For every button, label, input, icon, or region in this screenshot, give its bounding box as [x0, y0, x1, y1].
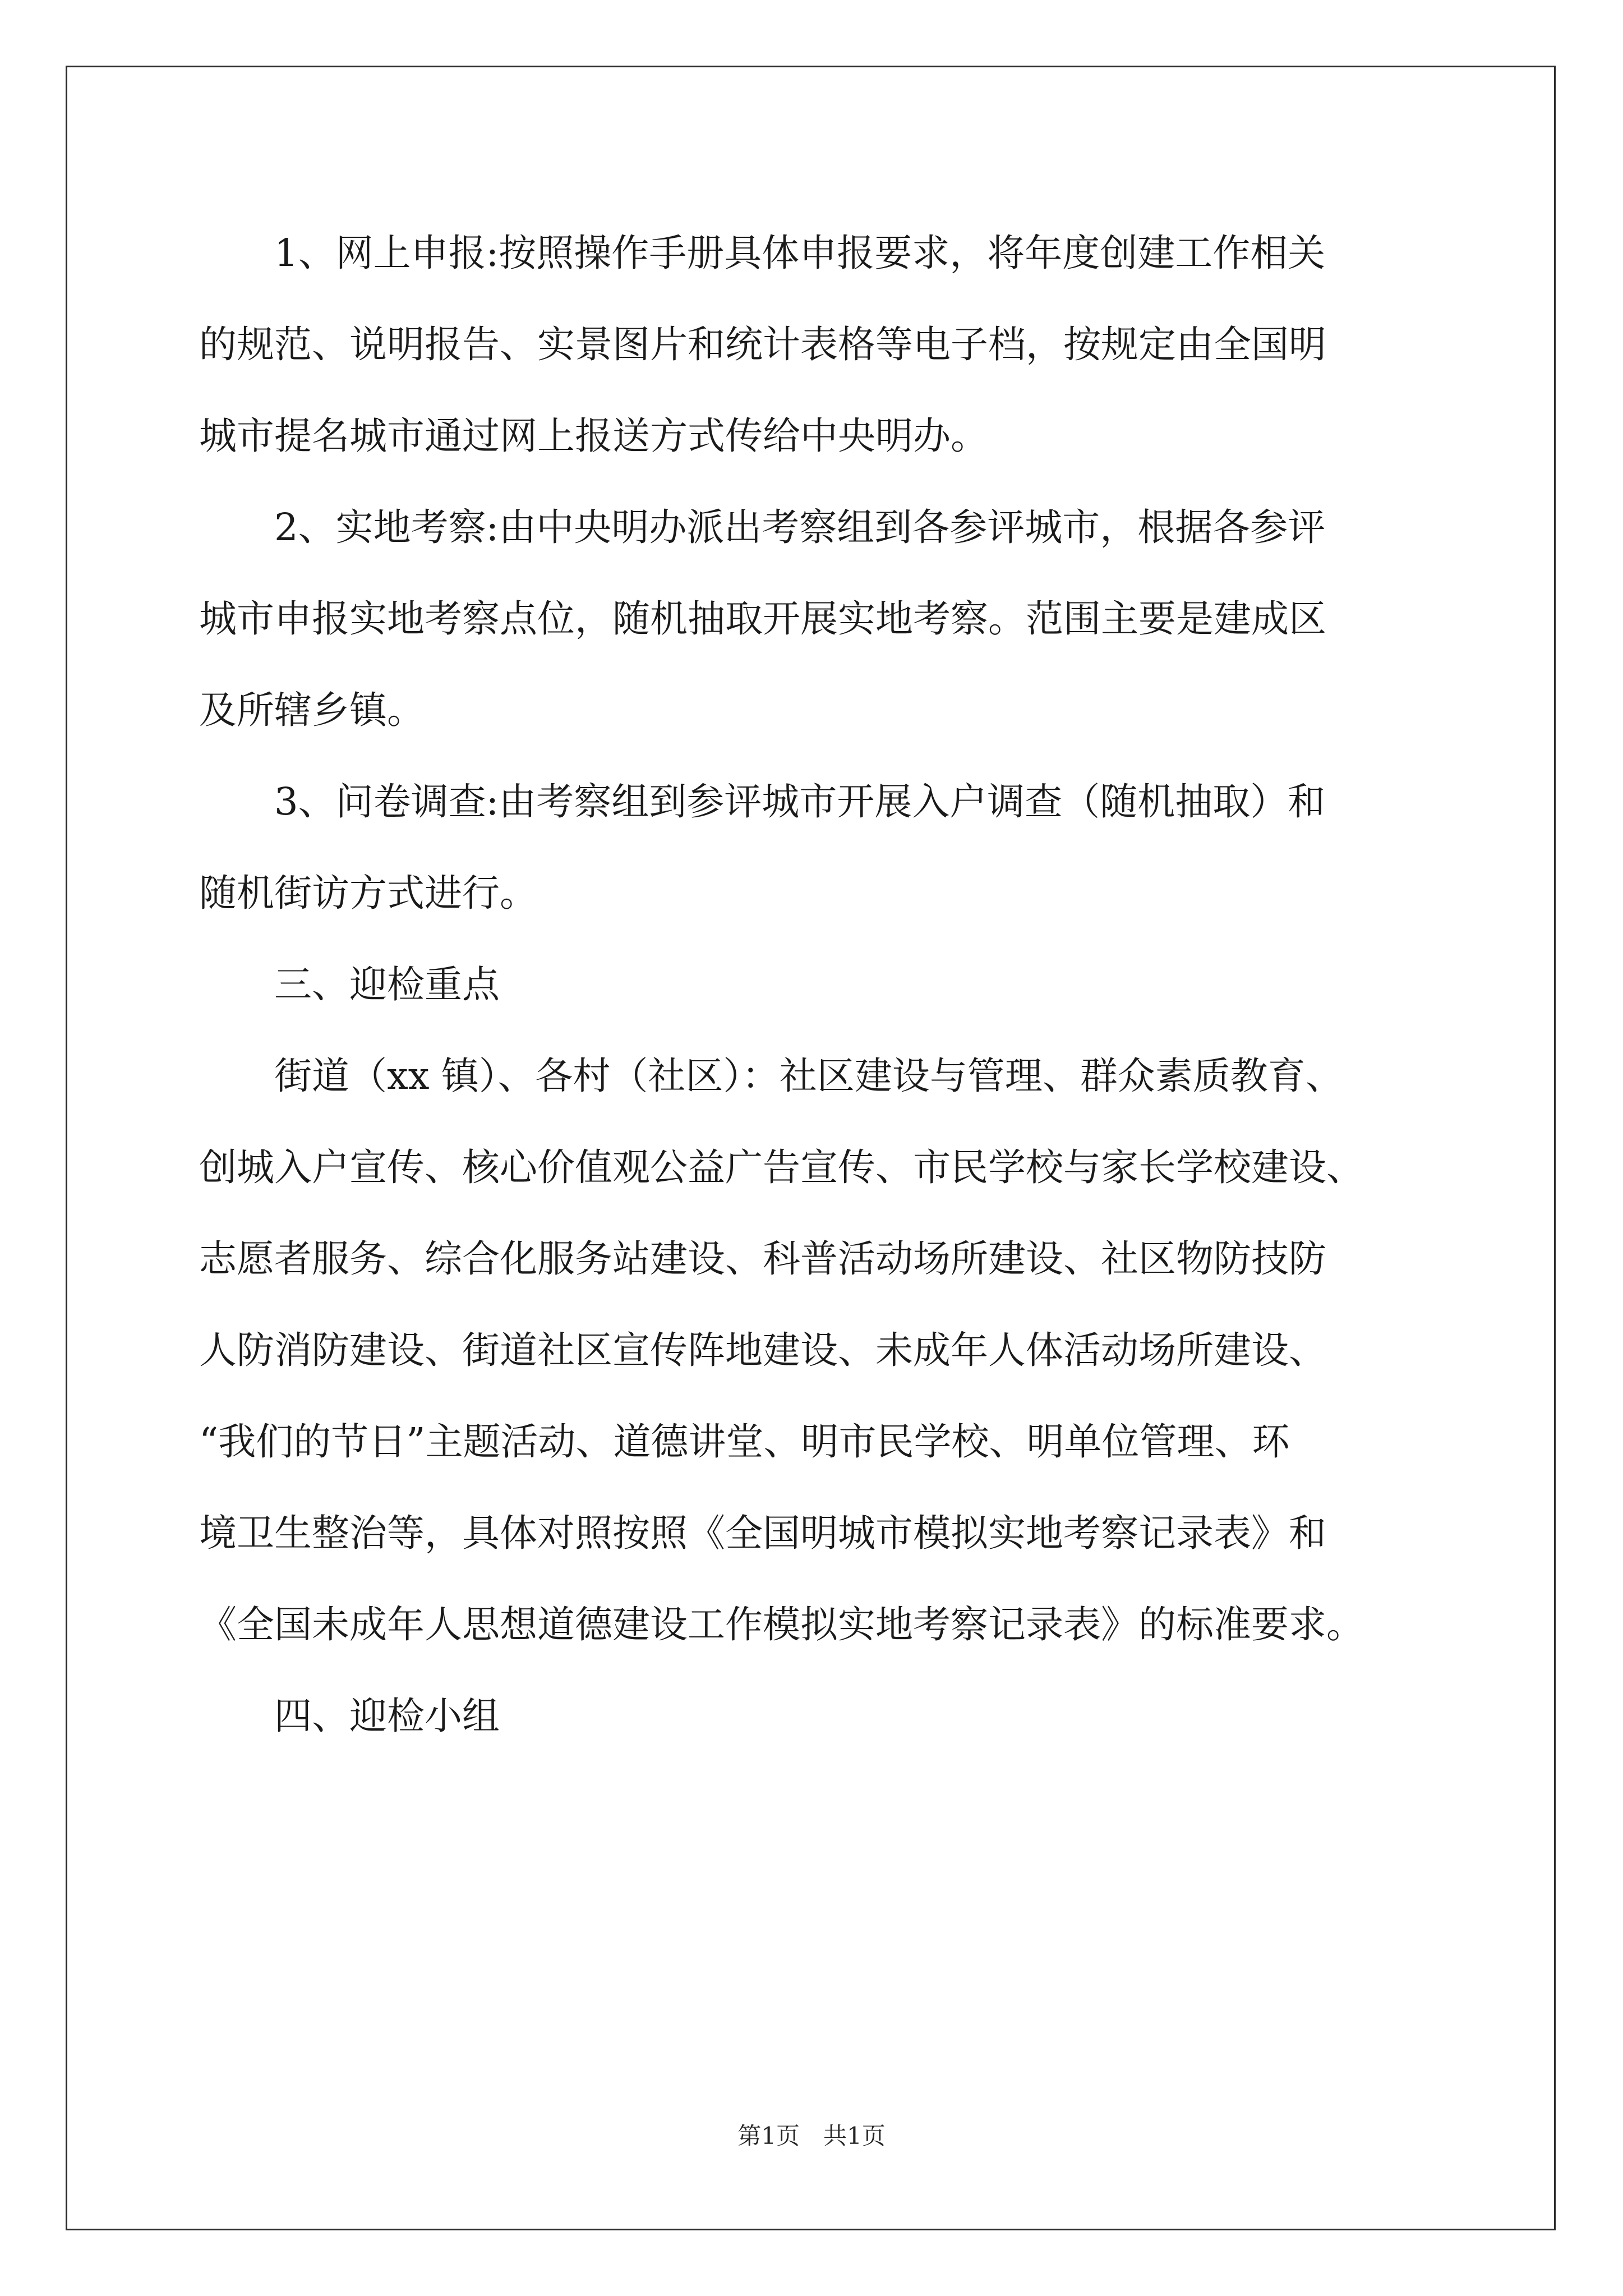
text-line: 街道（xx 镇）、各村（社区）：社区建设与管理、群众素质教育、 [274, 1054, 1343, 1098]
text-line: 1、网上申报:按照操作手册具体申报要求，将年度创建工作相关 [274, 231, 1326, 275]
text-line: 《全国未成年人思想道德建设工作模拟实地考察记录表》的标准要求。 [199, 1603, 1364, 1646]
text-line: 境卫生整治等，具体对照按照《全国明城市模拟实地考察记录表》和 [199, 1511, 1326, 1555]
section-heading: 三、迎检重点 [274, 963, 500, 1006]
paragraph-online-declaration [199, 208, 1433, 482]
paragraph-questionnaire [199, 756, 1433, 939]
page-number-footer: 第1页 共1页 [737, 2122, 886, 2150]
text-line: 城市提名城市通过网上报送方式传给中央明办。 [199, 414, 988, 458]
text-line: 2、实地考察:由中央明办派出考察组到各参评城市，根据各参评 [274, 505, 1326, 549]
section-heading-inspection-focus [199, 939, 1433, 1030]
text-line: 及所辖乡镇。 [199, 688, 425, 732]
paragraph-inspection-focus [199, 1030, 1433, 1671]
text-line: 志愿者服务、综合化服务站建设、科普活动场所建设、社区物防技防 [199, 1237, 1326, 1281]
section-heading: 四、迎检小组 [274, 1694, 500, 1738]
document-body [199, 208, 1433, 1762]
text-line: 城市申报实地考察点位，随机抽取开展实地考察。范围主要是建成区 [199, 597, 1326, 641]
text-line: “我们的节日”主题活动、道德讲堂、明市民学校、明单位管理、环 [199, 1420, 1290, 1464]
text-line: 创城入户宣传、核心价值观公益广告宣传、市民学校与家长学校建设、 [199, 1145, 1364, 1189]
text-line: 3、问卷调查:由考察组到参评城市开展入户调查（随机抽取）和 [274, 780, 1326, 823]
text-line: 随机街访方式进行。 [199, 871, 537, 915]
text-line: 人防消防建设、街道社区宣传阵地建设、未成年人体活动场所建设、 [199, 1328, 1326, 1372]
section-heading-inspection-team [199, 1671, 1433, 1762]
paragraph-field-inspection [199, 482, 1433, 756]
text-line: 的规范、说明报告、实景图片和统计表格等电子档，按规定由全国明 [199, 323, 1326, 366]
